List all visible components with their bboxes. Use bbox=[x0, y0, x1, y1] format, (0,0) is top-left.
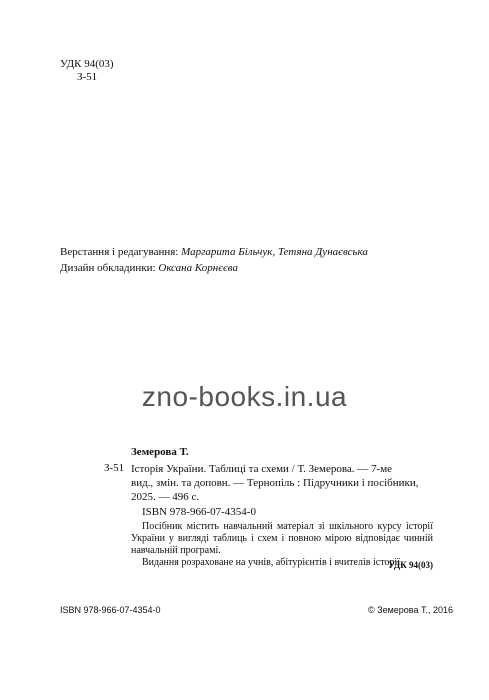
bib-author: Земерова Т. bbox=[131, 446, 189, 458]
udk-label: УДК 94(03) bbox=[60, 58, 114, 70]
annotation-paragraph: Видання розраховане на учнів, абітурієнтів і вчителів історії. bbox=[142, 557, 403, 568]
bib-line: вид., змін. та доповн. — Тернопіль : Підручники і посібники, bbox=[131, 477, 419, 489]
credits-cover-key: Дизайн обкладинки: bbox=[60, 262, 156, 274]
credits-cover bbox=[60, 262, 238, 274]
credits-editing-value: Маргарита Більчук, Тетяна Дунаєвська bbox=[181, 246, 368, 258]
udk-code: З-51 bbox=[77, 71, 98, 83]
bib-isbn: ISBN 978-966-07-4354-0 bbox=[142, 506, 256, 518]
bib-code: З-51 bbox=[104, 462, 125, 474]
annotation-paragraph: Посібник містить навчальний матеріал зі шкільного курсу історії України у вигляді таблиць і схем і повною мірою відповідає чинній навчальній програмі. bbox=[131, 521, 433, 556]
annotation-udk: УДК 94(03) bbox=[388, 560, 433, 570]
credits-editing-key: Верстання і редагування: bbox=[60, 246, 179, 258]
bib-line: Історія України. Таблиці та схеми / Т. Земерова. — 7-ме bbox=[131, 463, 393, 475]
watermark: zno-books.in.ua bbox=[141, 381, 348, 412]
credits-editing bbox=[60, 246, 368, 258]
footer-copyright: © Земерова Т., 2016 bbox=[368, 605, 453, 615]
credits-cover-value: Оксана Корнєєва bbox=[158, 262, 238, 274]
bib-description bbox=[131, 462, 433, 504]
footer-isbn: ISBN 978-966-07-4354-0 bbox=[60, 605, 161, 615]
bib-line: 2025. — 496 с. bbox=[131, 491, 200, 503]
